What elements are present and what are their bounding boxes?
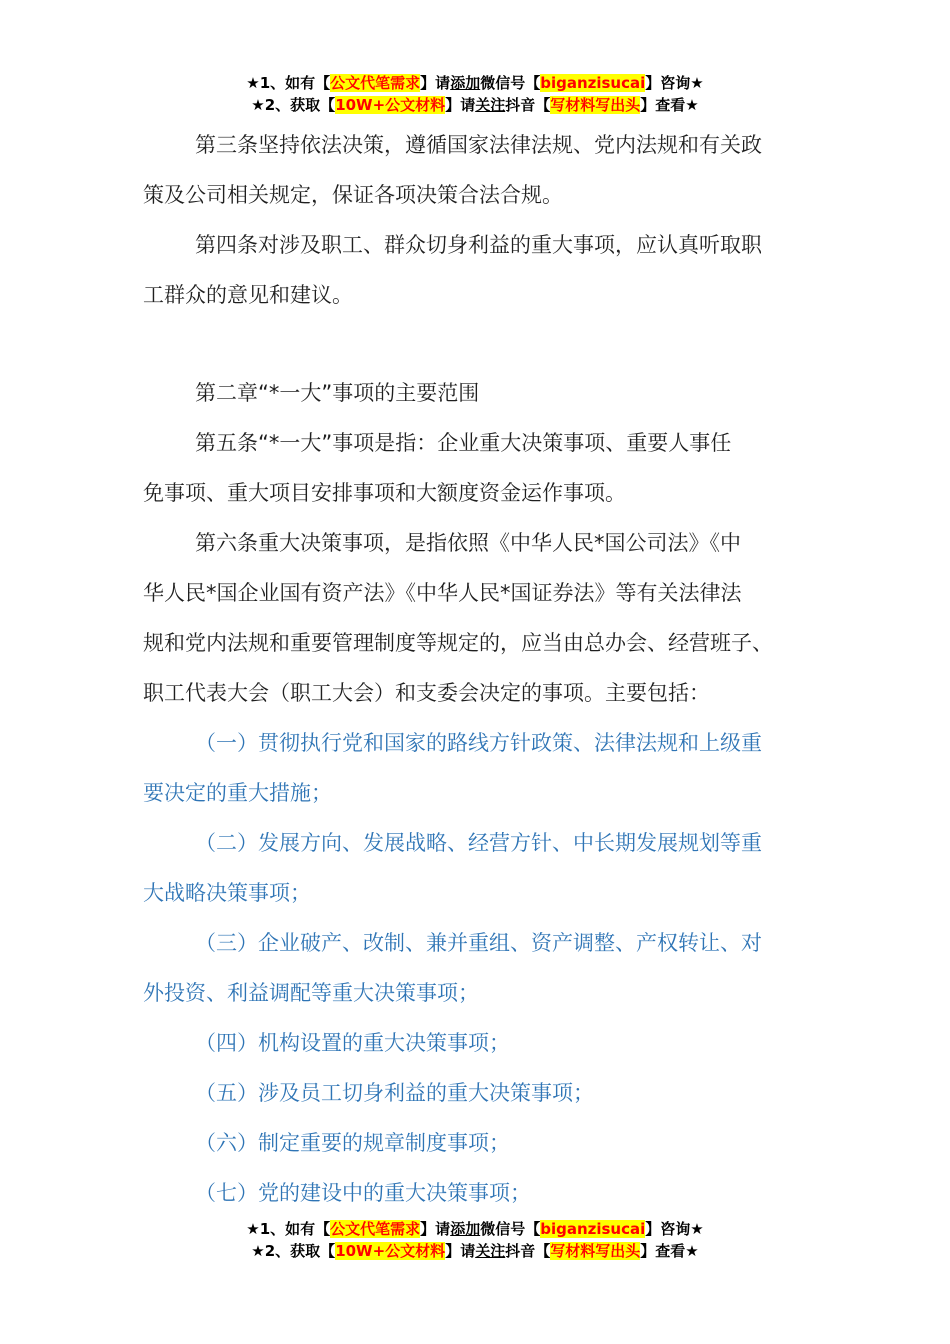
paragraph-line: （三）企业破产、改制、兼并重组、资产调整、产权转让、对 [195,931,762,955]
paragraph-line: 第四条对涉及职工、群众切身利益的重大事项，应认真听取职 [195,233,762,257]
list-item-6 [143,1118,808,1168]
promo-text: 抖音【 [505,96,551,114]
promo-line-2 [0,94,950,116]
article-6 [143,518,808,718]
paragraph-line: （六）制定重要的规章制度事项； [195,1131,510,1155]
promo-banner-top [0,72,950,116]
paragraph-line: 第五条“*一大”事项是指：企业重大决策事项、重要人事任 [195,431,732,455]
chapter-title: 第二章“*一大”事项的主要范围 [195,381,480,405]
douyin-id-highlight: 写材料写出头 [550,1242,641,1260]
promo-text: 】查看★ [640,1242,699,1260]
promo-text: 微信号【 [480,1220,541,1238]
list-item-4 [143,1018,808,1068]
paragraph-line: （五）涉及员工切身利益的重大决策事项； [195,1081,594,1105]
promo-text: ★1、如有【 [246,1220,331,1238]
promo-highlight: 公文代笔需求 [330,74,421,92]
promo-underline: 关注 [475,96,506,114]
paragraph-line: （二）发展方向、发展战略、经营方针、中长期发展规划等重 [195,831,762,855]
list-item-2 [143,818,808,918]
wechat-id-highlight: biganzisucai [540,1220,646,1238]
paragraph-line: （四）机构设置的重大决策事项； [195,1031,510,1055]
paragraph-line: 工群众的意见和建议。 [143,283,353,307]
promo-line-1 [0,72,950,94]
promo-text: ★2、获取【 [251,1242,336,1260]
paragraph-line: 第三条坚持依法决策，遵循国家法律法规、党内法规和有关政 [195,133,762,157]
article-5 [143,418,808,518]
promo-text: 】请 [445,96,476,114]
list-item-1 [143,718,808,818]
promo-banner-bottom [0,1218,950,1262]
promo-underline: 添加 [450,1220,481,1238]
promo-text: ★1、如有【 [246,74,331,92]
promo-text: 微信号【 [480,74,541,92]
promo-highlight: 10W+公文材料 [335,1242,446,1260]
list-item-7 [143,1168,808,1218]
promo-text: 】咨询★ [645,74,704,92]
promo-text: 】咨询★ [645,1220,704,1238]
promo-text: 】请 [445,1242,476,1260]
promo-text: 】请 [420,74,451,92]
paragraph-line: 外投资、利益调配等重大决策事项； [143,981,479,1005]
paragraph-line: （一）贯彻执行党和国家的路线方针政策、法律法规和上级重 [195,731,762,755]
chapter-2-heading [143,368,808,418]
paragraph-line: （七）党的建设中的重大决策事项； [195,1181,531,1205]
promo-text: ★2、获取【 [251,96,336,114]
wechat-id-highlight: biganzisucai [540,74,646,92]
paragraph-line: 第六条重大决策事项，是指依照《中华人民*国公司法》《中 [195,531,741,555]
promo-text: 】查看★ [640,96,699,114]
paragraph-line: 职工代表大会（职工大会）和支委会决定的事项。主要包括： [143,681,710,705]
paragraph-line: 免事项、重大项目安排事项和大额度资金运作事项。 [143,481,626,505]
list-item-3 [143,918,808,1018]
paragraph-line: 要决定的重大措施； [143,781,332,805]
promo-underline: 关注 [475,1242,506,1260]
paragraph-line: 大战略决策事项； [143,881,311,905]
paragraph-line: 策及公司相关规定，保证各项决策合法合规。 [143,183,563,207]
promo-underline: 添加 [450,74,481,92]
article-4 [143,220,808,320]
article-3 [143,120,808,220]
promo-line-1 [0,1218,950,1240]
promo-text: 抖音【 [505,1242,551,1260]
promo-highlight: 10W+公文材料 [335,96,446,114]
promo-line-2 [0,1240,950,1262]
paragraph-line: 华人民*国企业国有资产法》《中华人民*国证券法》等有关法律法 [143,581,742,605]
list-item-5 [143,1068,808,1118]
promo-highlight: 公文代笔需求 [330,1220,421,1238]
promo-text: 】请 [420,1220,451,1238]
paragraph-line: 规和党内法规和重要管理制度等规定的，应当由总办会、经营班子、 [143,631,773,655]
douyin-id-highlight: 写材料写出头 [550,96,641,114]
